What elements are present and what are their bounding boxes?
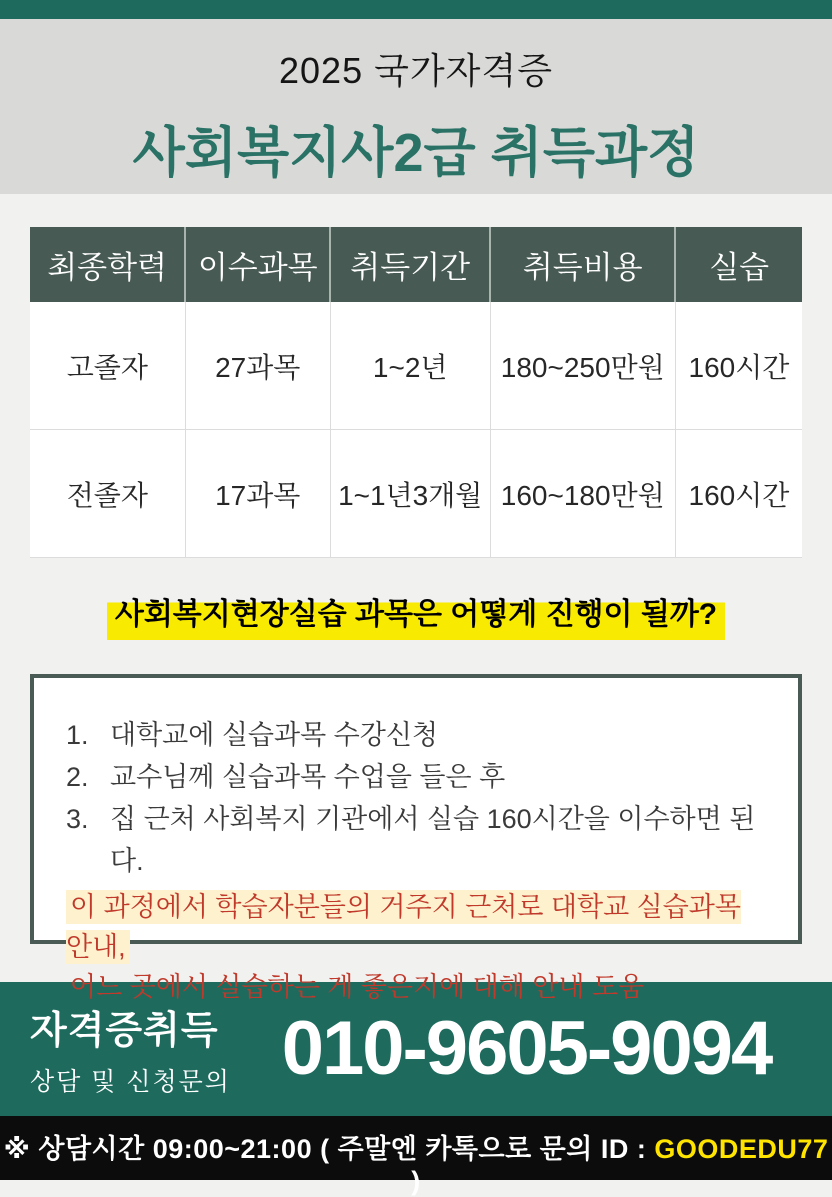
step-text: 대학교에 실습과목 수강신청 bbox=[110, 719, 438, 750]
note-text-1: 이 과정에서 학습자분들의 거주지 근처로 대학교 실습과목 안내, bbox=[66, 891, 741, 962]
year-subtitle: 2025 국가자격증 bbox=[279, 50, 553, 91]
column-header-subjects: 이수과목 bbox=[185, 227, 330, 302]
poster-header bbox=[0, 19, 832, 194]
hours-text-suffix: ) bbox=[411, 1165, 421, 1196]
course-comparison-table bbox=[30, 227, 802, 558]
note-text-2: 어느 곳에서 실습하는 게 좋은지에 대해 안내 도움 bbox=[70, 971, 645, 1002]
highlighted-question: 사회복지현장실습 과목은 어떻게 진행이 될까? bbox=[107, 594, 725, 640]
contact-label-line1: 자격증취득 bbox=[30, 1010, 219, 1052]
cell-cost: 160~180만원 bbox=[490, 430, 675, 558]
poster-body bbox=[0, 227, 832, 1002]
contact-label-line2: 상담 및 신청문의 bbox=[30, 1068, 231, 1096]
column-header-duration: 취득기간 bbox=[330, 227, 490, 302]
list-item bbox=[66, 756, 766, 798]
step-number: 3. bbox=[66, 803, 89, 834]
column-header-practicum: 실습 bbox=[675, 227, 802, 302]
cell-subjects: 27과목 bbox=[185, 302, 330, 430]
list-item bbox=[66, 798, 766, 882]
question-section bbox=[30, 594, 802, 640]
page-title: 사회복지사2급 취득과정 bbox=[132, 123, 700, 183]
consultation-hours-bar bbox=[0, 1116, 832, 1196]
column-header-education: 최종학력 bbox=[30, 227, 185, 302]
top-accent-bar bbox=[0, 0, 832, 19]
cell-subjects: 17과목 bbox=[185, 430, 330, 558]
step-text: 교수님께 실습과목 수업을 들은 후 bbox=[110, 761, 506, 792]
cell-duration: 1~2년 bbox=[330, 302, 490, 430]
table-row bbox=[30, 430, 802, 558]
cell-practicum: 160시간 bbox=[675, 430, 802, 558]
step-number: 2. bbox=[66, 761, 89, 792]
cell-practicum: 160시간 bbox=[675, 302, 802, 430]
list-item bbox=[66, 714, 766, 756]
column-header-cost: 취득비용 bbox=[490, 227, 675, 302]
note-line-highlighted bbox=[66, 887, 766, 967]
practicum-steps-box bbox=[30, 674, 802, 1002]
table-row bbox=[30, 302, 802, 430]
cell-cost: 180~250만원 bbox=[490, 302, 675, 430]
hours-text: ※ 상담시간 09:00~21:00 ( 주말엔 카톡으로 문의 ID : bbox=[3, 1133, 655, 1164]
kakao-id: GOODEDU77 bbox=[654, 1133, 829, 1164]
contact-label bbox=[30, 999, 231, 1098]
cell-education: 전졸자 bbox=[30, 430, 185, 558]
step-text: 집 근처 사회복지 기관에서 실습 160시간을 이수하면 된다. bbox=[110, 803, 756, 876]
step-number: 1. bbox=[66, 719, 89, 750]
phone-number: 010-9605-9094 bbox=[281, 1006, 772, 1091]
cell-education: 고졸자 bbox=[30, 302, 185, 430]
table-header-row bbox=[30, 227, 802, 302]
cell-duration: 1~1년3개월 bbox=[330, 430, 490, 558]
